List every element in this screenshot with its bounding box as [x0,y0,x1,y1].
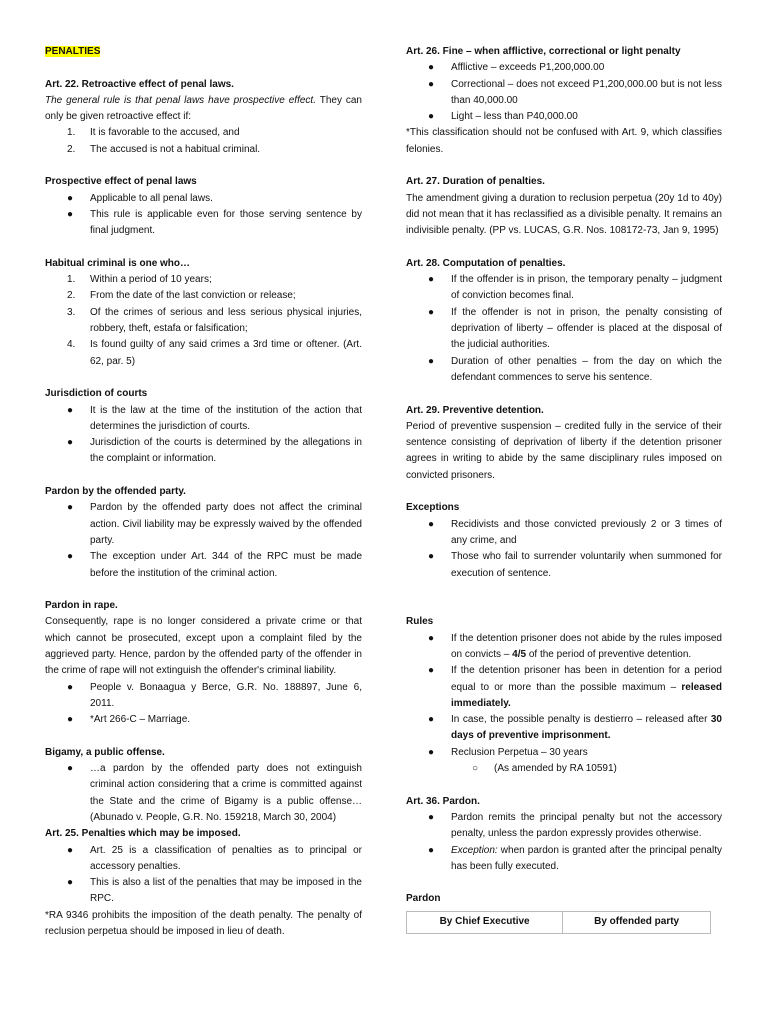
pardon-rape-heading: Pardon in rape. [45,600,118,612]
list-item: ● Duration of other penalties – from the day on which the defendant commences to serve his sentence. [428,355,722,383]
pardon-table-col-chief-executive: By Chief Executive [407,911,563,933]
prospective-heading: Prospective effect of penal laws [45,176,197,188]
habitual-list [45,272,362,370]
habitual-heading: Habitual criminal is one who… [45,257,191,269]
art29-heading: Art. 29. Preventive detention. [406,404,544,416]
art26-heading: Art. 26. Fine – when afflictive, correctional or light penalty [406,46,681,57]
list-item: ● *Art 266-C – Marriage. [67,714,191,726]
list-item: ● People v. Bonaagua y Berce, G.R. No. 188897, June 6, 2011. [67,681,362,709]
prospective-list [45,191,362,240]
list-item: ● Applicable to all penal laws. [67,192,213,204]
art22-list [45,125,362,158]
list-item: ● Jurisdiction of the courts is determined by the allegations in the complaint or information. [67,437,362,465]
exceptions-list [406,517,722,582]
list-item: ● Exception: when pardon is granted after the principal penalty has been fully executed. [428,844,722,872]
list-item: 1. It is favorable to the accused, and [67,127,240,139]
list-item: ● Correctional – does not exceed P1,200,000.00 but is not less than 40,000.00 [428,78,722,106]
pardon-table [406,911,711,934]
art36-heading: Art. 36. Pardon. [406,795,480,807]
list-item: ● Reclusion Perpetua – 30 years [428,746,588,758]
list-item: ● This is also a list of the penalties that may be imposed in the RPC. [67,877,362,905]
list-item: ● If the offender is not in prison, the penalty consisting of deprivation of liberty – offender is placed at the disposal of the judicial authorities. [428,306,722,351]
list-item: ● This rule is applicable even for those serving sentence by final judgment. [67,208,362,237]
list-item: ● It is the law at the time of the institution of the action that determines the jurisdiction of courts. [67,404,362,432]
list-item: ● Pardon remits the principal penalty but not the accessory penalty, unless the pardon expressly provides otherwise. [428,811,722,840]
art25-list [45,843,362,908]
list-subitem: ○ (As amended by RA 10591) [472,763,617,775]
art26-note: *This classification should not be confused with Art. 9, which classifies felonies. [406,127,722,155]
list-item: ● If the detention prisoner has been in detention for a period equal to or more than the possible maximum – released immediately. [428,665,722,709]
bigamy-heading: Bigamy, a public offense. [45,746,165,758]
jurisdiction-heading: Jurisdiction of courts [45,388,148,400]
list-item: ● …a pardon by the offended party does not extinguish criminal action considering that a crime is committed against the State and the crime of Bigamy is a public offense… (Abunado v. People, G.R. No. 159218, March 30, 2004) [67,763,362,823]
list-item: ● If the detention prisoner does not abide by the rules imposed on convicts – 4/5 of the period of preventive detention. [428,632,722,660]
list-item: 2. The accused is not a habitual criminal. [67,143,261,155]
art29-body: Period of preventive suspension – credited fully in the service of their sentence consisting of deprivation of liberty if the detention prisoner agrees in writing to abide by the same disciplinary rules imposed on convicted prisoners. [406,420,722,481]
exceptions-heading: Exceptions [406,502,460,514]
list-item: ● In case, the possible penalty is destierro – released after 30 days of preventive imprisonment. [428,714,722,742]
art22-heading: Art. 22. Retroactive effect of penal laws. [45,78,234,90]
document-title: PENALTIES [45,46,101,57]
pardon-table-heading: Pardon [406,893,441,905]
list-item: ● The exception under Art. 344 of the RPC must be made before the institution of the criminal action. [67,551,362,579]
pardon-offended-heading: Pardon by the offended party. [45,486,186,498]
art28-heading: Art. 28. Computation of penalties. [406,257,566,269]
list-item: ● Light – less than P40,000.00 [428,111,578,123]
art27-body: The amendment giving a duration to reclusion perpetua (20y 1d to 40y) did not mean that it has reclassified as a divisible penalty. It remains an indivisible penalty. (PP vs. LUCAS, G.R. Nos. 108172-73, Jan 9, 1995) [406,192,722,237]
left-column [45,44,362,940]
rules-list [406,631,722,778]
list-item: ● Art. 25 is a classification of penalties as to principal or accessory penalties. [67,844,362,872]
list-item: ● Recidivists and those convicted previously 2 or 3 times of any crime, and [428,518,722,546]
pardon-offended-list [45,500,362,581]
list-item: ● If the offender is in prison, the temporary penalty – judgment of conviction becomes final. [428,274,722,302]
list-item: 1. Within a period of 10 years; [67,274,212,286]
art36-list [406,810,722,875]
list-item: 3. Of the crimes of serious and less serious physical injuries, robbery, theft, estafa or falsification; [67,306,362,335]
pardon-rape-list [45,680,362,729]
bigamy-list [45,761,362,826]
list-item: ● Those who fail to surrender voluntarily when summoned for execution of sentence. [428,551,722,579]
right-column [406,44,722,934]
art27-heading: Art. 27. Duration of penalties. [406,176,545,188]
pardon-table-col-offended-party: By offended party [563,911,711,933]
rules-heading: Rules [406,616,434,628]
list-item: ● Pardon by the offended party does not affect the criminal action. Civil liability may be expressly waived by the offended party. [67,502,362,546]
art25-heading: Art. 25. Penalties which may be imposed. [45,828,241,840]
list-item: 2. From the date of the last conviction or release; [67,290,296,302]
pardon-rape-body: Consequently, rape is no longer considered a private crime or that which cannot be prosecuted, except upon a complaint filed by the aggrieved party. Hence, pardon by the offended party of the offender in the crime of rape will not extinguish the offender's criminal liability. [45,616,362,677]
art28-list [406,272,722,386]
jurisdiction-list [45,403,362,468]
art25-note: *RA 9346 prohibits the imposition of the death penalty. The penalty of reclusion perpetua should be imposed in lieu of death. [45,909,362,938]
art26-list [406,60,722,125]
list-item: ● Afflictive – exceeds P1,200,000.00 [428,62,605,74]
list-item: 4. Is found guilty of any said crimes a 3rd time or oftener. (Art. 62, par. 5) [67,339,362,367]
art22-rule: The general rule is that penal laws have prospective effect. They can only be given retroactive effect if: [45,94,362,123]
